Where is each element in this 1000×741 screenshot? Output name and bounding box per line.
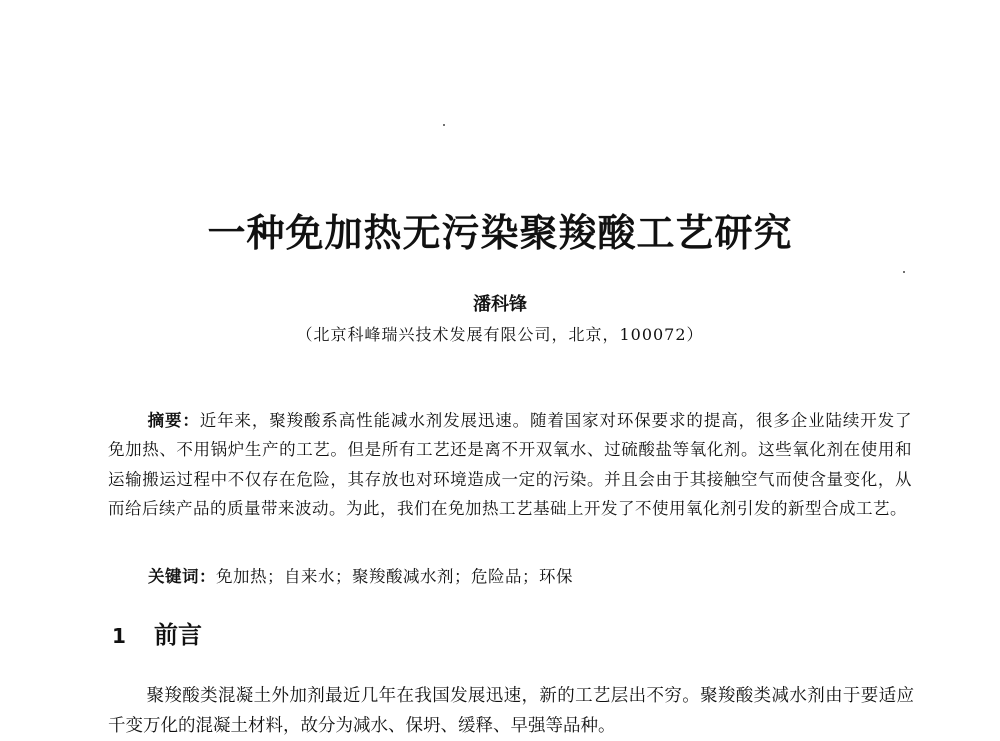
section-heading: [112, 617, 202, 654]
abstract-label: 摘要：: [147, 411, 200, 430]
keywords-label: 关键词：: [148, 567, 216, 586]
scan-speck: [443, 124, 445, 126]
section-title: 前言: [154, 621, 202, 649]
section-body-paragraph: 聚羧酸类混凝土外加剂最近几年在我国发展迅速，新的工艺层出不穷。聚羧酸类减水剂由于要适应千变万化的混凝土材料，故分为减水、保坍、缓释、早强等品种。: [108, 686, 914, 736]
author-name: 潘科锋: [473, 294, 527, 315]
abstract-text: 近年来，聚羧酸系高性能减水剂发展迅速。随着国家对环保要求的提高，很多企业陆续开发了免加热、不用锅炉生产的工艺。但是所有工艺还是离不开双氧水、过硫酸盐等氧化剂。这些氧化剂在使用和运输搬运过程中不仅存在危险，其存放也对环境造成一定的污染。并且会由于其接触空气而使含量变化，从而给后续产品的质量带来波动。为此，我们在免加热工艺基础上开发了不使用氧化剂引发的新型合成工艺。: [108, 411, 913, 518]
author-affiliation: （北京科峰瑞兴技术发展有限公司，北京，100072）: [296, 325, 704, 344]
keywords-line: [148, 562, 573, 591]
abstract-paragraph: [108, 406, 912, 523]
paper-title: 一种免加热无污染聚羧酸工艺研究: [207, 211, 793, 255]
scan-speck: [903, 271, 905, 273]
keywords-text: 免加热；自来水；聚羧酸减水剂；危险品；环保: [216, 567, 573, 586]
section-number: 1: [112, 624, 126, 648]
